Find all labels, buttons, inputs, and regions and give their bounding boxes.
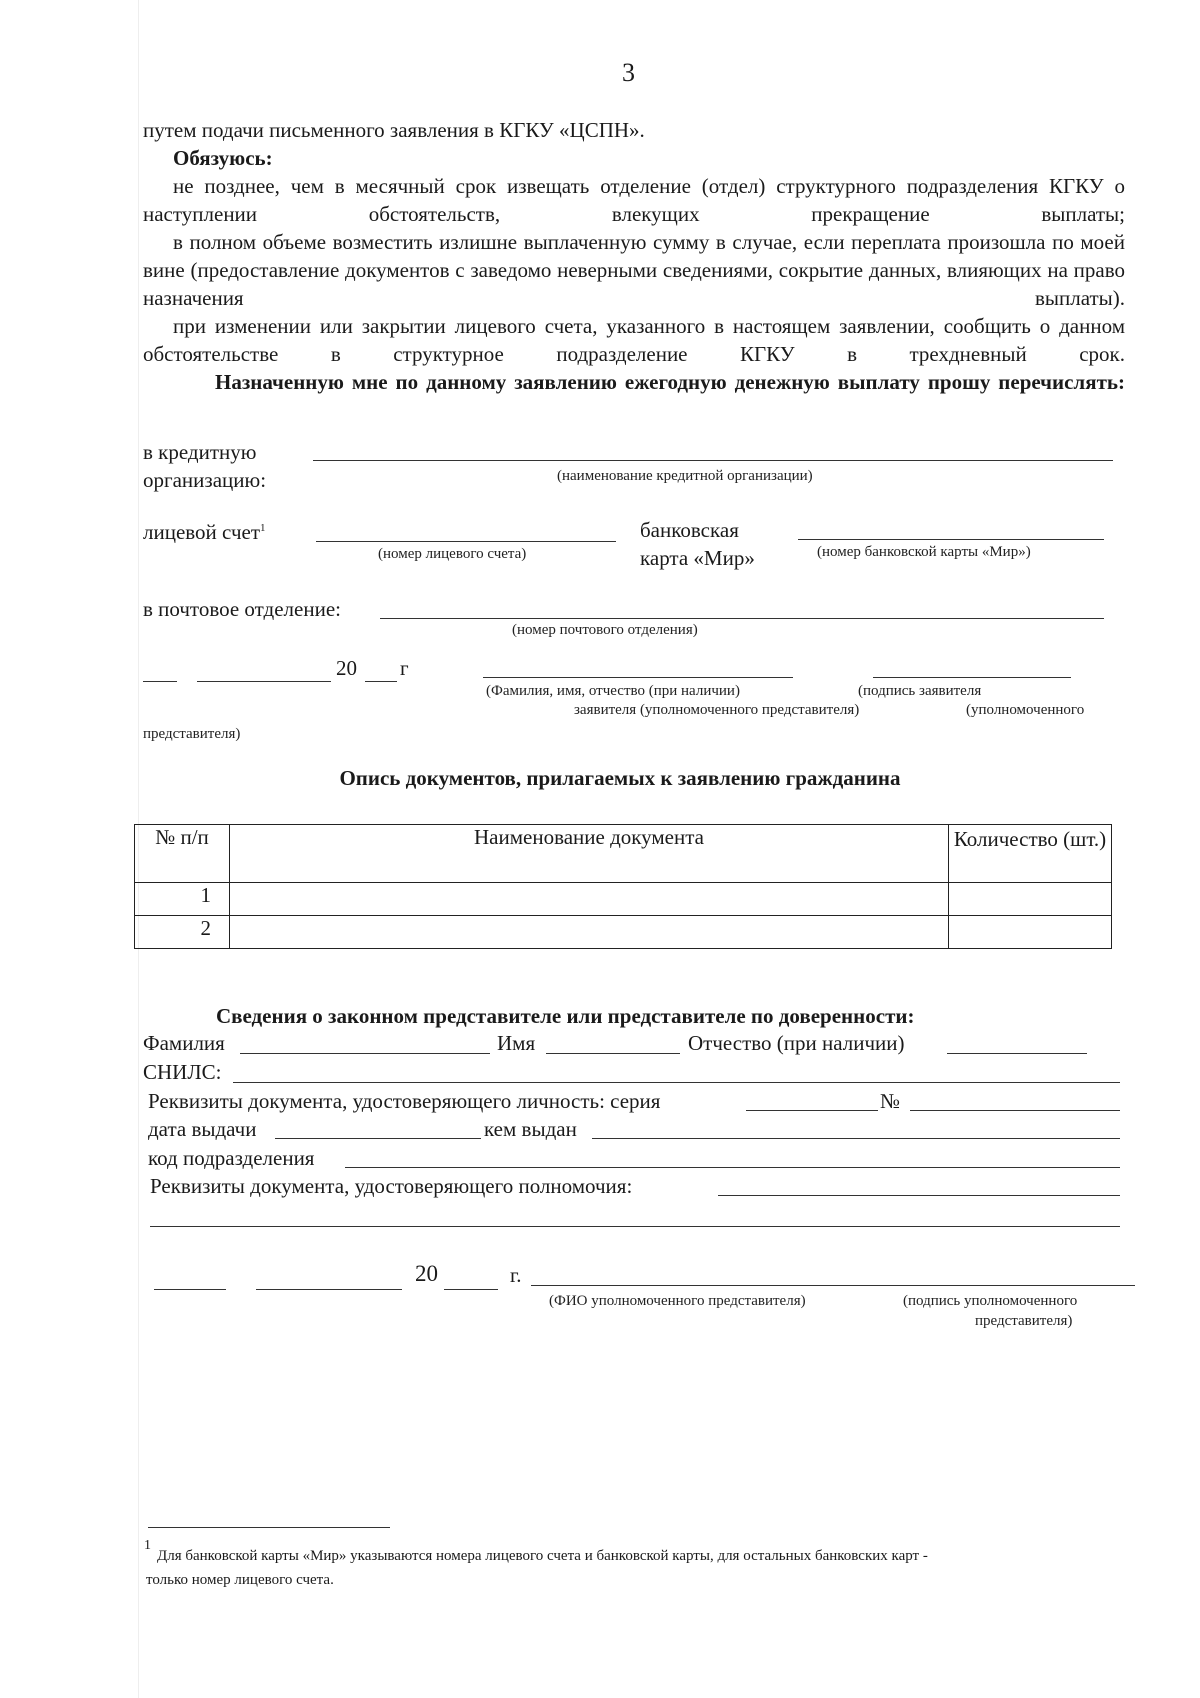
footnote-mark: 1 [260, 522, 266, 534]
inventory-table [134, 824, 1112, 949]
footnote-separator [148, 1527, 390, 1528]
applicant-signature-caption: (подпись заявителя [858, 683, 982, 699]
card-number-field[interactable] [798, 539, 1104, 540]
authority-document-field[interactable] [718, 1195, 1120, 1196]
paragraph-account-change: при изменении или закрытии лицевого счета, указанного в настоящем заявлении, сообщить о данном обстоятельстве в структурное подразделение КГКУ в трехдневный срок. [143, 314, 1125, 366]
department-code-label: код подразделения [148, 1146, 315, 1170]
credit-org-label: в кредитную [143, 440, 257, 464]
issue-date-label: дата выдачи [148, 1117, 257, 1141]
id-number-field[interactable] [910, 1110, 1120, 1111]
footnote-text-2: только номер лицевого счета. [146, 1572, 334, 1588]
row-quantity[interactable] [949, 883, 1112, 916]
authority-document-field-2[interactable] [150, 1226, 1120, 1227]
rep-year-suffix: г. [510, 1263, 522, 1287]
snils-label: СНИЛС: [143, 1060, 222, 1084]
date-month-field[interactable] [197, 681, 331, 682]
surname-field[interactable] [240, 1053, 490, 1054]
credit-org-caption: (наименование кредитной организации) [557, 468, 813, 484]
header-number: № п/п [135, 825, 230, 883]
id-number-label: № [880, 1089, 901, 1113]
issued-by-field[interactable] [592, 1138, 1120, 1139]
payment-heading: Назначенную мне по данному заявлению ежегодную денежную выплату прошу перечислять: [215, 370, 1125, 394]
date-year-field[interactable] [365, 681, 397, 682]
table-header-row [135, 825, 1112, 883]
credit-org-field[interactable] [313, 460, 1113, 461]
paragraph-refund: в полном объеме возместить излишне выплаченную сумму в случае, если переплата произошла по моей вине (предоставление документов с заведомо неверными сведениями, сокрытие данных, влияющих на право назначения выплаты). [143, 230, 1125, 310]
rep-date-year-field[interactable] [444, 1289, 498, 1290]
post-office-field[interactable] [380, 618, 1104, 619]
page-number: 3 [622, 58, 635, 87]
inventory-title: Опись документов, прилагаемых к заявлению гражданина [339, 766, 901, 790]
row-quantity[interactable] [949, 916, 1112, 949]
patronymic-label: Отчество (при наличии) [688, 1031, 905, 1055]
account-number-field[interactable] [316, 541, 616, 542]
table-row [135, 916, 1112, 949]
patronymic-field[interactable] [947, 1053, 1087, 1054]
account-label: лицевой счет$^1$ [143, 520, 266, 544]
post-office-caption: (номер почтового отделения) [512, 622, 698, 638]
applicant-name-caption: (Фамилия, имя, отчество (при наличии) [486, 683, 740, 699]
issued-by-label: кем выдан [484, 1117, 577, 1141]
applicant-signature-caption-2: (уполномоченного [966, 702, 1085, 718]
table-row [135, 883, 1112, 916]
row-document-name[interactable] [230, 916, 949, 949]
name-label: Имя [497, 1031, 536, 1055]
applicant-name-caption-2: заявителя (уполномоченного представителя) [574, 702, 860, 718]
rep-fio-signature-field[interactable] [531, 1285, 1135, 1286]
obligations-heading: Обязуюсь: [173, 146, 273, 170]
card-label-2: карта «Мир» [640, 546, 755, 570]
card-label: банковская [640, 518, 739, 542]
rep-date-month-field[interactable] [256, 1289, 402, 1290]
rep-year-prefix: 20 [415, 1261, 438, 1286]
footnote-text: Для банковской карты «Мир» указываются номера лицевого счета и банковской карты, для остальных банковских карт - [157, 1548, 928, 1564]
header-quantity: Количество (шт.) [949, 825, 1112, 883]
date-day-field[interactable] [143, 681, 177, 682]
issue-date-field[interactable] [275, 1138, 481, 1139]
year-suffix: г [400, 656, 409, 680]
paragraph-notify: не позднее, чем в месячный срок извещать отделение (отдел) структурного подразделения КГКУ о наступлении обстоятельств, влекущих прекращение выплаты; [143, 174, 1125, 226]
rep-signature-caption-2: представителя) [975, 1313, 1073, 1329]
header-document-name: Наименование документа [230, 825, 949, 883]
row-document-name[interactable] [230, 883, 949, 916]
card-caption: (номер банковской карты «Мир») [817, 544, 1031, 560]
name-field[interactable] [546, 1053, 680, 1054]
post-office-label: в почтовое отделение: [143, 597, 341, 621]
applicant-name-field[interactable] [483, 677, 793, 678]
id-document-label: Реквизиты документа, удостоверяющего личность: серия [148, 1089, 661, 1113]
surname-label: Фамилия [143, 1031, 225, 1055]
representative-title: Сведения о законном представителе или представителе по доверенности: [216, 1004, 915, 1028]
footnote-number: 1 [144, 1538, 151, 1553]
paragraph-submission: путем подачи письменного заявления в КГКУ «ЦСПН». [143, 118, 645, 142]
row-number: 1 [135, 883, 230, 916]
rep-date-day-field[interactable] [154, 1289, 226, 1290]
id-series-field[interactable] [746, 1110, 878, 1111]
credit-org-label-2: организацию: [143, 468, 267, 492]
rep-signature-caption: (подпись уполномоченного [903, 1293, 1078, 1309]
rep-fio-caption: (ФИО уполномоченного представителя) [549, 1293, 806, 1309]
authority-document-label: Реквизиты документа, удостоверяющего полномочия: [150, 1174, 633, 1198]
department-code-field[interactable] [345, 1167, 1120, 1168]
snils-field[interactable] [233, 1082, 1120, 1083]
applicant-signature-field[interactable] [873, 677, 1071, 678]
row-number: 2 [135, 916, 230, 949]
account-caption: (номер лицевого счета) [378, 546, 527, 562]
applicant-signature-caption-3: представителя) [143, 726, 241, 742]
year-prefix: 20 [336, 656, 357, 680]
